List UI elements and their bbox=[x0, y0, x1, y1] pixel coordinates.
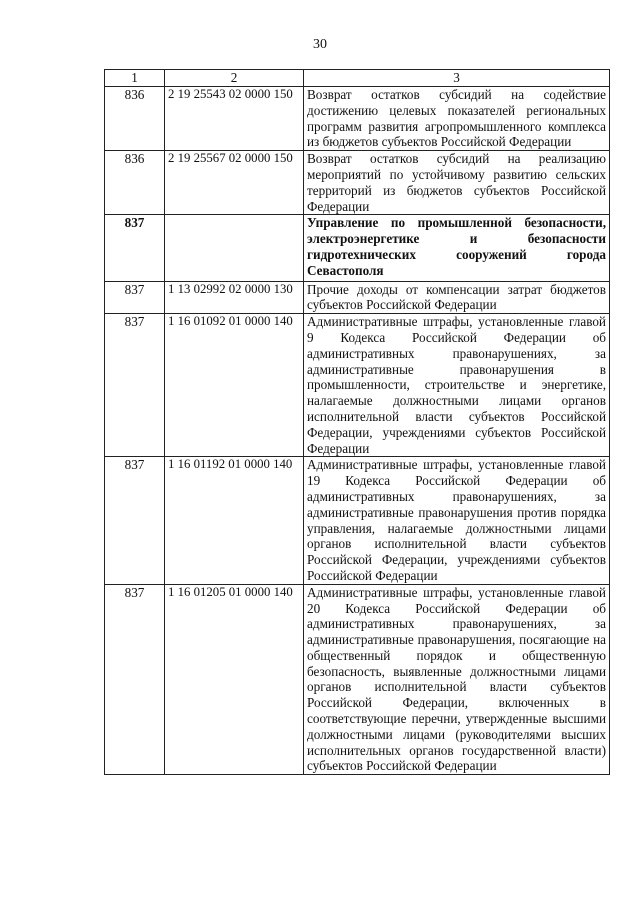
admin-code-cell: 837 bbox=[105, 584, 165, 775]
description-cell: Административные штрафы, установленные главой 9 Кодекса Российской Федерации об административных правонарушениях, за административные правонарушения в промышленности, строительстве и энергетике, налагаемые должностными лицами органов исполнительной власти субъектов Российской Федерации, учреждениями субъектов Российской Федерации bbox=[304, 314, 610, 457]
table-row bbox=[105, 584, 610, 775]
budget-code-cell: 1 16 01205 01 0000 140 bbox=[165, 584, 304, 775]
table-body bbox=[105, 87, 610, 775]
admin-code-cell: 836 bbox=[105, 87, 165, 151]
description-cell: Административные штрафы, установленные главой 20 Кодекса Российской Федерации об административных правонарушениях, за административные правонарушения, посягающие на общественный порядок и общественную безопасность, выявленные должностными лицами органов исполнительной власти субъектов Российской Федерации, включенных в соответствующие перечни, утвержденные высшими должностными лицами (руководителями высших исполнительных органов государственной власти) субъектов Российской Федерации bbox=[304, 584, 610, 775]
budget-code-cell: 2 19 25567 02 0000 150 bbox=[165, 151, 304, 215]
table-row bbox=[105, 457, 610, 584]
table-row bbox=[105, 151, 610, 215]
budget-code-cell: 1 16 01092 01 0000 140 bbox=[165, 314, 304, 457]
description-cell: Административные штрафы, установленные главой 19 Кодекса Российской Федерации об административных правонарушениях, за административные правонарушения против порядка управления, налагаемые должностными лицами органов исполнительной власти субъектов Российской Федерации, учреждениями субъектов Российской Федерации bbox=[304, 457, 610, 584]
admin-code-cell: 836 bbox=[105, 151, 165, 215]
admin-code-cell: 837 bbox=[105, 281, 165, 314]
admin-code-cell: 837 bbox=[105, 314, 165, 457]
admin-code-cell: 837 bbox=[105, 215, 165, 281]
admin-code-cell: 837 bbox=[105, 457, 165, 584]
budget-code-cell bbox=[165, 215, 304, 281]
description-cell: Возврат остатков субсидий на содействие достижению целевых показателей региональных программ развития агропромышленного комплекса из бюджетов субъектов Российской Федерации bbox=[304, 87, 610, 151]
column-header-code: 2 bbox=[165, 70, 304, 87]
budget-code-cell: 1 13 02992 02 0000 130 bbox=[165, 281, 304, 314]
column-header-admin: 1 bbox=[105, 70, 165, 87]
description-cell: Возврат остатков субсидий на реализацию мероприятий по устойчивому развитию сельских территорий из бюджетов субъектов Российской Федерации bbox=[304, 151, 610, 215]
description-cell: Прочие доходы от компенсации затрат бюджетов субъектов Российской Федерации bbox=[304, 281, 610, 314]
column-header-description: 3 bbox=[304, 70, 610, 87]
section-heading-cell: Управление по промышленной безопасности, электроэнергетике и безопасности гидротехнических сооружений города Севастополя bbox=[304, 215, 610, 281]
budget-codes-table bbox=[104, 69, 610, 775]
table-row bbox=[105, 281, 610, 314]
header-row bbox=[105, 70, 610, 87]
budget-code-cell: 2 19 25543 02 0000 150 bbox=[165, 87, 304, 151]
table-row bbox=[105, 314, 610, 457]
table-row-section-heading bbox=[105, 215, 610, 281]
table-header bbox=[105, 70, 610, 87]
page-number: 30 bbox=[313, 37, 327, 52]
table-row bbox=[105, 87, 610, 151]
budget-code-cell: 1 16 01192 01 0000 140 bbox=[165, 457, 304, 584]
